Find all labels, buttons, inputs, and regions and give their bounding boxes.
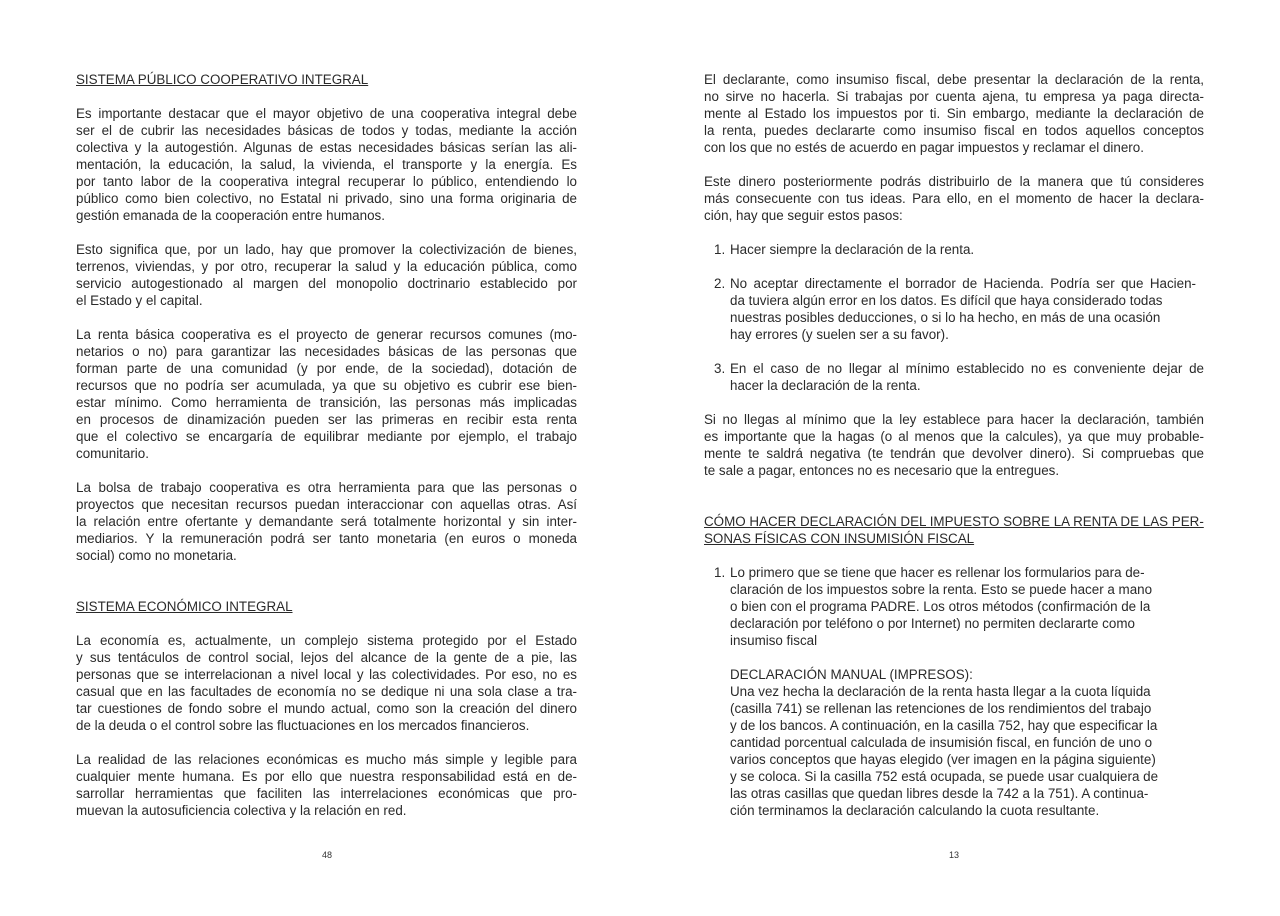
text-line: por tanto labor de la cooperativa integral recuperar lo público, entendiendo lo: [76, 174, 577, 189]
paragraph: [704, 71, 1204, 156]
text-line: Si no llegas al mínimo que la ley establece para hacer la declaración, también: [704, 412, 1204, 427]
text-line: mediarios. Y la remuneración podrá ser tanto monetaria (en euros o moneda: [76, 531, 577, 546]
text-line: claración de los impuestos sobre la renta. Esto se puede hacer a mano: [730, 582, 1153, 597]
text-line: La economía es, actualmente, un complejo sistema protegido por el Estado: [76, 633, 577, 648]
text-line: Esto significa que, por un lado, hay que promover la colectivización de bienes,: [76, 242, 577, 257]
text-line: mente al Estado los impuestos por ti. Sin embargo, mediante la declaración de: [704, 106, 1204, 121]
text-line: tar cuestiones de fondo sobre el mundo actual, como son la creación del dinero: [76, 701, 577, 716]
text-line: muevan la autosuficiencia colectiva y la relación en red.: [76, 803, 407, 818]
list-item: [704, 360, 1204, 394]
list-item: [704, 564, 1204, 819]
text-line: con los que no estés de acuerdo en pagar impuestos y reclamar el dinero.: [704, 140, 1144, 155]
text-line: cantidad porcentual calculada de insumisión fiscal, en función de uno o: [730, 735, 1153, 750]
text-line: insumiso fiscal: [730, 633, 818, 648]
text-line: social) como no monetaria.: [76, 548, 237, 563]
text-line: público como bien colectivo, no Estatal ni privado, sino una forma originaria de: [76, 191, 577, 206]
text-line: Este dinero posteriormente podrás distribuirlo de la manera que tú consideres: [704, 174, 1204, 189]
text-line: No aceptar directamente el borrador de Hacienda. Podría ser que Hacien-: [730, 276, 1196, 291]
text-line: ción, hay que seguir estos pasos:: [704, 208, 903, 223]
paragraph: [76, 241, 577, 309]
paragraph: [76, 632, 577, 734]
text-line: es importante que la hagas (o al menos que la calcules), ya que muy probable-: [704, 429, 1204, 444]
text-line: Una vez hecha la declaración de la renta hasta llegar a la cuota líquida: [730, 684, 1151, 699]
text-line: estar mínimo. Como herramienta de transición, las personas más implicadas: [76, 395, 577, 410]
text-line: o bien con el programa PADRE. Los otros métodos (confirmación de la: [730, 599, 1151, 614]
list-number: 3.: [714, 361, 726, 376]
paragraph: [704, 411, 1204, 479]
text-line: La bolsa de trabajo cooperativa es otra herramienta para que las personas o: [76, 480, 577, 495]
text-line: (casilla 741) se rellenan las retenciones de los rendimientos del trabajo: [730, 701, 1152, 716]
text-line: casual que en las facultades de economía no se dedique ni una sola clase a tra-: [76, 684, 577, 699]
text-line: Es importante destacar que el mayor objetivo de una cooperativa integral debe: [76, 106, 577, 121]
paragraph: [76, 326, 577, 462]
text-line: las otras casillas que quedan libres desde la 742 a la 751). A continua-: [730, 786, 1149, 801]
section-heading: SISTEMA PÚBLICO COOPERATIVO INTEGRAL: [76, 72, 369, 87]
heading-line: CÓMO HACER DECLARACIÓN DEL IMPUESTO SOBRE LA RENTA DE LAS PER-: [704, 514, 1204, 529]
text-line: que el colectivo se encargaría de equilibrar mediante por ejemplo, el trabajo: [76, 429, 577, 444]
text-line: sarrollar herramientas que faciliten las interrelaciones económicas que pro-: [76, 786, 577, 801]
text-line: no sirve no hacerla. Si trabajas por cuenta ajena, tu empresa ya paga directa-: [704, 89, 1204, 104]
text-line: y sus tentáculos de control social, lejos del alcance de la gente de a pie, las: [76, 650, 577, 665]
paragraph: [76, 105, 577, 224]
text-line: hay errores (y suelen ser a su favor).: [730, 327, 949, 342]
paragraph: [704, 173, 1204, 224]
text-line: nuestras posibles deducciones, o si lo ha hecho, en más de una ocasión: [730, 310, 1161, 325]
text-line: de la deuda o el control sobre las fluctuaciones en los mercados financieros.: [76, 718, 530, 733]
paragraph: [76, 751, 577, 819]
text-line: proyectos que necesitan recursos puedan interaccionar con aquellas otras. Así: [76, 497, 577, 512]
section-heading: SISTEMA ECONÓMICO INTEGRAL: [76, 599, 293, 614]
text-line: La realidad de las relaciones económicas es mucho más simple y legible para: [76, 752, 577, 767]
text-line: El declarante, como insumiso fiscal, debe presentar la declaración de la renta,: [704, 72, 1204, 87]
text-line: personas que se interrelacionan a nivel local y las colectividades. Por eso, no es: [76, 667, 577, 682]
text-line: Hacer siempre la declaración de la renta.: [730, 242, 975, 257]
paragraph: [76, 479, 577, 564]
section-heading: [704, 513, 1204, 547]
text-line: la relación entre ofertante y demandante será totalmente horizontal y sin inter-: [76, 514, 577, 529]
page-number: 13: [949, 850, 960, 860]
text-line: hacer la declaración de la renta.: [730, 378, 921, 393]
text-line: te sale a pagar, entonces no es necesario que la entregues.: [704, 463, 1060, 478]
text-line: más consecuente con tus ideas. Para ello, en el momento de hacer la declara-: [704, 191, 1204, 206]
text-line: ción terminamos la declaración calculando la cuota resultante.: [730, 803, 1100, 818]
text-line: terrenos, viviendas, y por otro, recuperar la salud y la educación pública, como: [76, 259, 577, 274]
text-line: el Estado y el capital.: [76, 293, 203, 308]
heading-line: SONAS FÍSICAS CON INSUMISIÓN FISCAL: [704, 531, 975, 546]
text-line: mentación, la educación, la salud, la vivienda, el transporte y la energía. Es: [76, 157, 577, 172]
text-line: recursos que no podría ser acumulada, ya que su objetivo es cubrir ese bien-: [76, 378, 577, 393]
sub-heading: DECLARACIÓN MANUAL (IMPRESOS):: [730, 667, 973, 682]
list-number: 1.: [714, 565, 726, 580]
text-line: ser el de cubrir las necesidades básicas de todos y todas, mediante la acción: [76, 123, 577, 138]
list-item: [704, 275, 1204, 343]
list-item: [704, 241, 1204, 258]
text-line: En el caso de no llegar al mínimo establecido no es conveniente dejar de: [730, 361, 1204, 376]
text-line: y de los bancos. A continuación, en la casilla 752, hay que especificar la: [730, 718, 1158, 733]
text-line: en procesos de dinamización pueden ser las primeras en recibir esta renta: [76, 412, 577, 427]
text-line: varios conceptos que hayas elegido (ver imagen en la página siguiente): [730, 752, 1156, 767]
text-line: colectiva y la autogestión. Algunas de estas necesidades básicas serían las ali-: [76, 140, 577, 155]
text-line: y se coloca. Si la casilla 752 está ocupada, se puede usar cualquiera de: [730, 769, 1159, 784]
text-line: La renta básica cooperativa es el proyecto de generar recursos comunes (mo-: [76, 327, 577, 342]
text-line: declaración por teléfono o por Internet) no permiten declararte como: [730, 616, 1135, 631]
text-line: netarios o no) para garantizar las necesidades básicas de las personas que: [76, 344, 577, 359]
text-line: comunitario.: [76, 446, 149, 461]
list-number: 2.: [714, 276, 726, 291]
list-number: 1.: [714, 242, 726, 257]
right-page: [704, 71, 1204, 819]
text-line: mente te saldrá negativa (te tendrán que devolver dinero). Si compruebas que: [704, 446, 1204, 461]
text-line: la renta, puedes declararte como insumiso fiscal en todos aquellos conceptos: [704, 123, 1204, 138]
text-line: gestión emanada de la cooperación entre humanos.: [76, 208, 385, 223]
text-line: servicio autogestionado al margen del monopolio doctrinario establecido por: [76, 276, 577, 291]
text-line: Lo primero que se tiene que hacer es rellenar los formularios para de-: [730, 565, 1145, 580]
text-line: cualquier mente humana. Es por ello que nuestra responsabilidad está en de-: [76, 769, 577, 784]
text-line: forman parte de una comunidad (y por ende, de la sociedad), dotación de: [76, 361, 577, 376]
left-page: [76, 71, 577, 819]
page-number: 48: [322, 850, 333, 860]
text-line: da tuviera algún error en los datos. Es difícil que haya considerado todas: [730, 293, 1163, 308]
